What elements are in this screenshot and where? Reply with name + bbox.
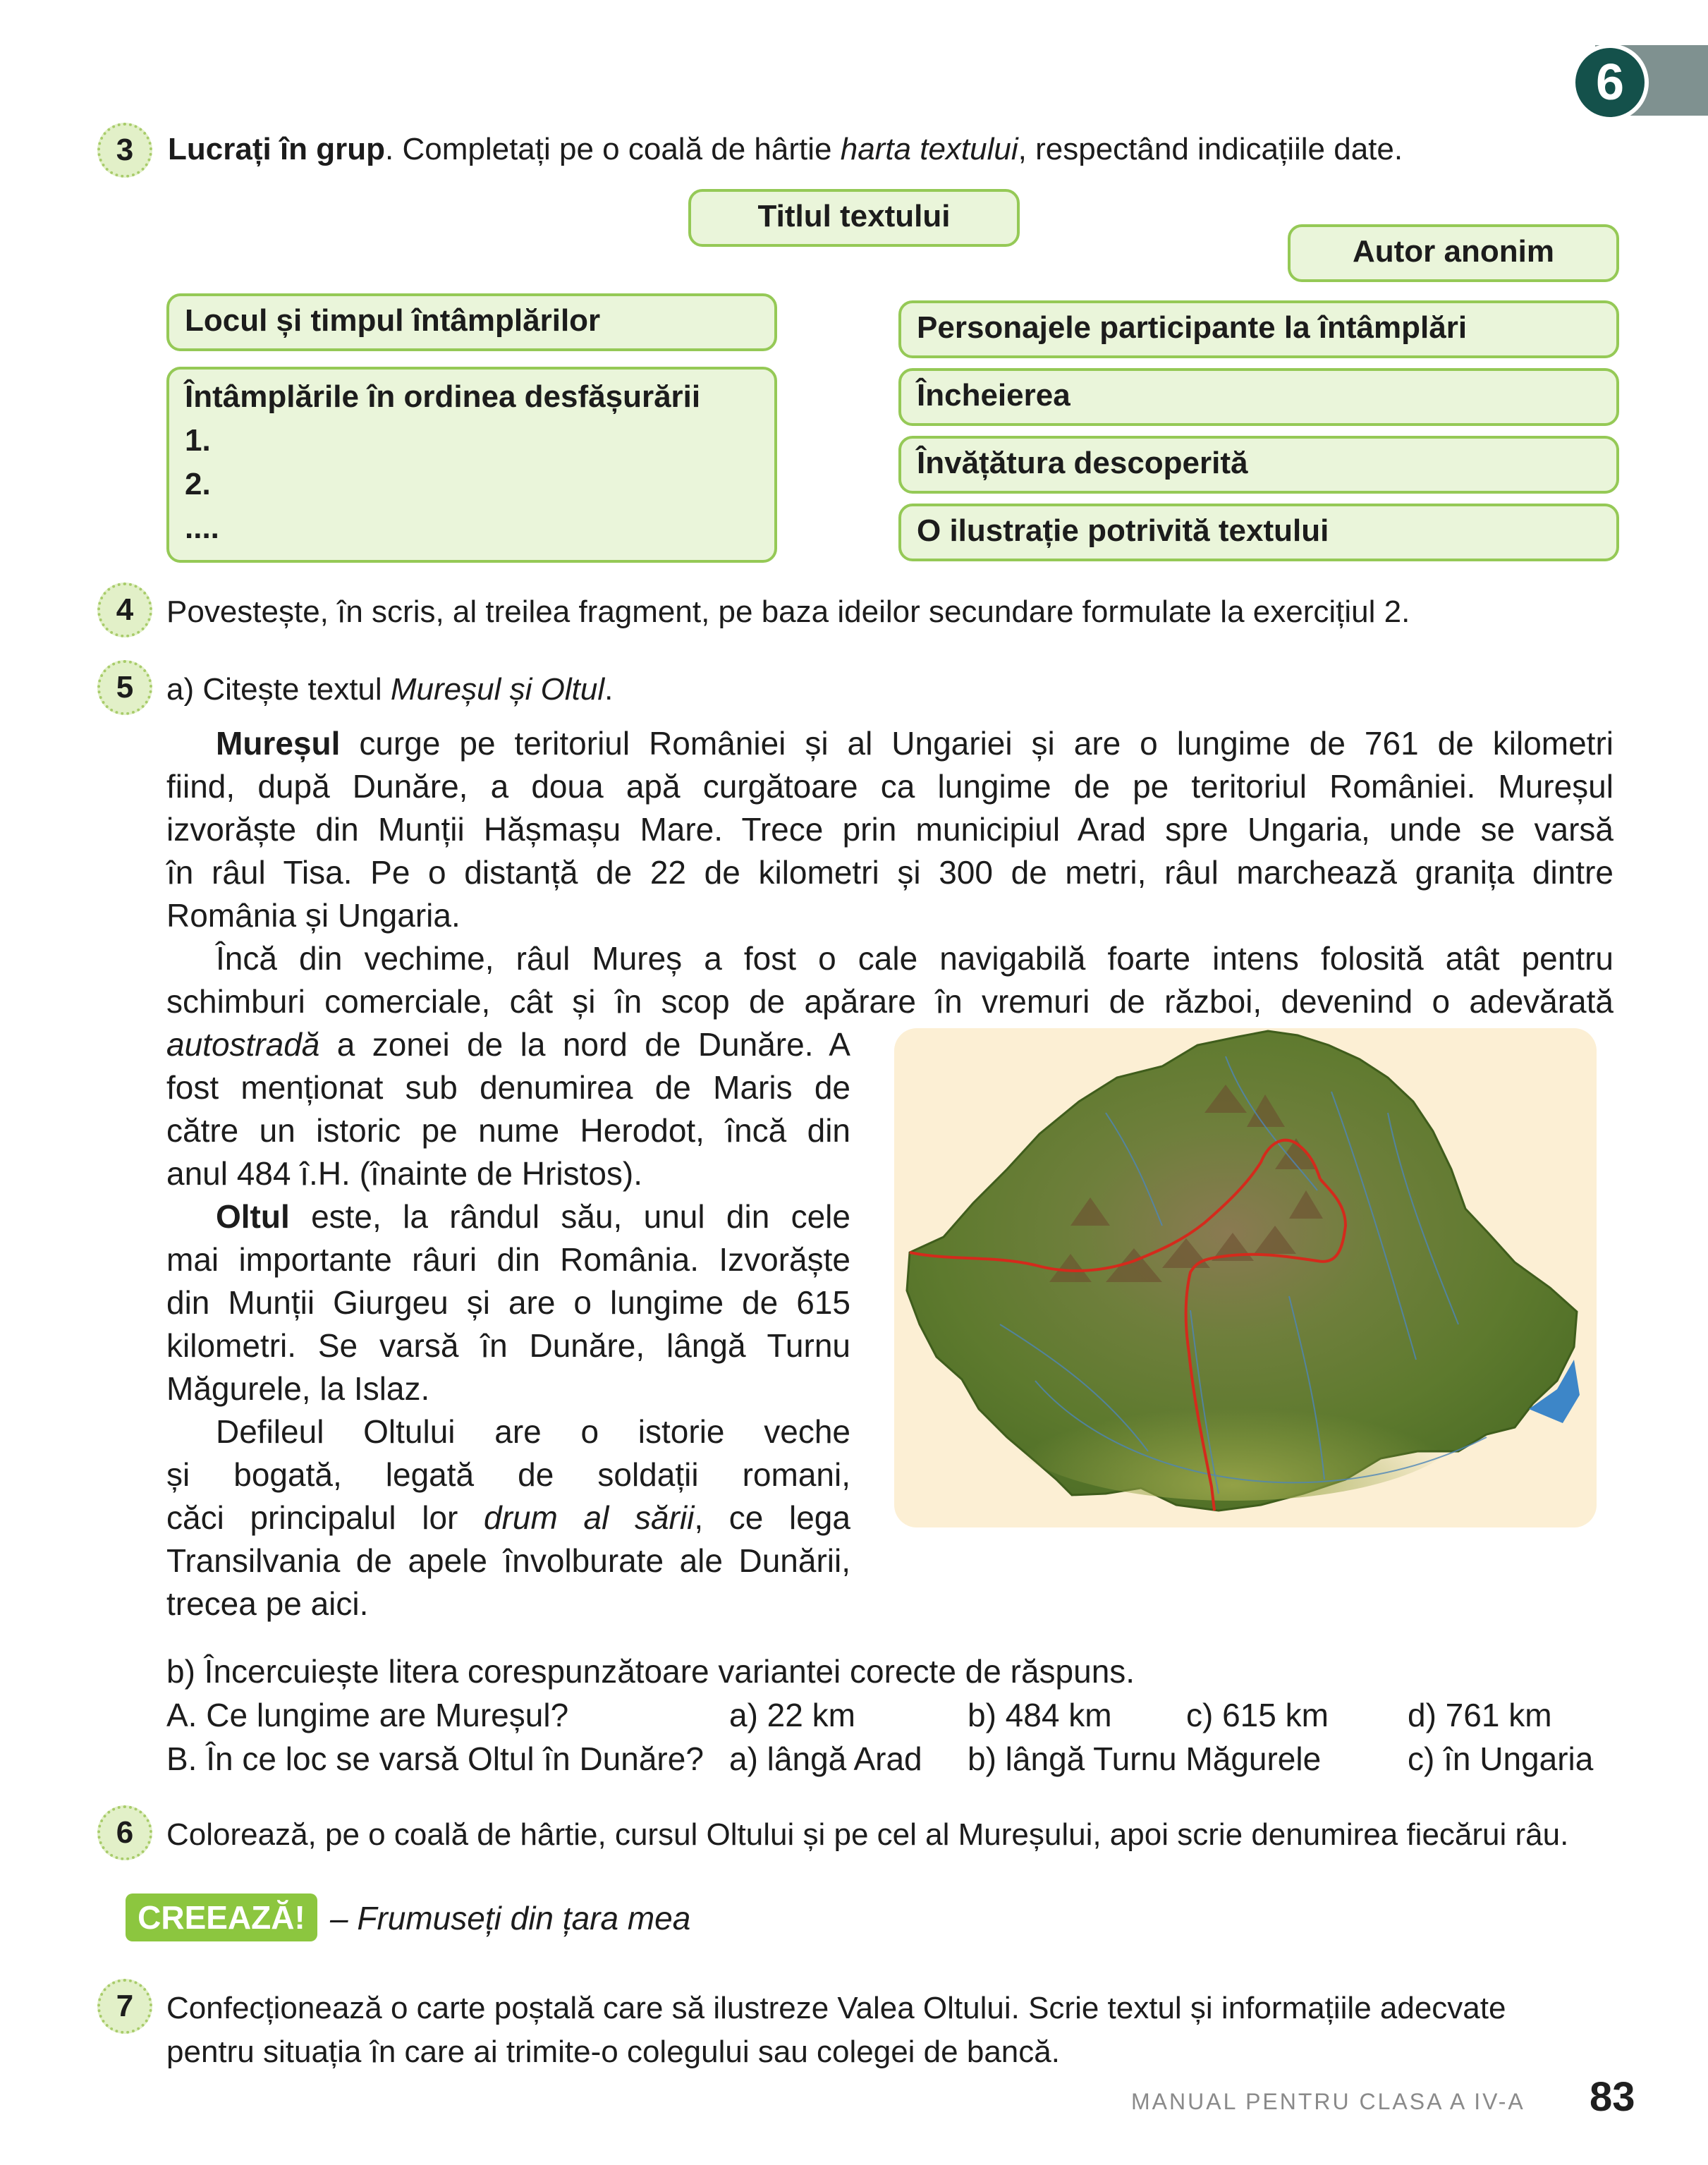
text-line: în râul Tisa. Pe o distanță de 22 de kilometri și 300 de metri, râul marchează granița dintre bbox=[166, 854, 1614, 891]
box-author: Autor anonim bbox=[1288, 224, 1619, 282]
question-a: A. Ce lungime are Mureșul? bbox=[166, 1697, 569, 1733]
exercise-number-4: 4 bbox=[97, 583, 152, 638]
text-line: Mureșul curge pe teritoriul României și al Ungariei și are o lungime de 761 de kilometri bbox=[216, 725, 1614, 762]
exercise-5a-instruction: a) Citește textul Mureșul și Oltul. bbox=[166, 672, 614, 707]
exercise-number-7: 7 bbox=[97, 1979, 152, 2034]
text-line: mai importante râuri din România. Izvorăște bbox=[166, 1241, 850, 1278]
question-a-option[interactable]: b) 484 km bbox=[968, 1697, 1112, 1733]
text-line: anul 484 î.H. (înainte de Hristos). bbox=[166, 1155, 642, 1192]
text-line: kilometri. Se varsă în Dunăre, lângă Turnu bbox=[166, 1327, 850, 1364]
text-line: din Munții Giurgeu și are o lungime de 615 bbox=[166, 1284, 850, 1321]
exercise-6-text: Colorează, pe o coală de hârtie, cursul Oltului și pe cel al Mureșului, apoi scrie denumirea fiecărui râu. bbox=[166, 1817, 1569, 1852]
box-events-item: 2. bbox=[185, 467, 211, 501]
question-a-option[interactable]: a) 22 km bbox=[729, 1697, 855, 1733]
question-a-option[interactable]: d) 761 km bbox=[1408, 1697, 1552, 1733]
box-place-time: Locul și timpul întâmplărilor bbox=[166, 293, 777, 351]
question-a-option[interactable]: c) 615 km bbox=[1186, 1697, 1329, 1733]
exercise-number-5: 5 bbox=[97, 660, 152, 715]
text-line: Defileul Oltului are o istorie veche bbox=[216, 1413, 850, 1450]
box-title: Titlul textului bbox=[688, 189, 1020, 247]
text-line: căci principalul lor drum al sării, ce lega bbox=[166, 1499, 850, 1536]
box-ending: Încheierea bbox=[898, 368, 1619, 426]
question-b-option[interactable]: c) în Ungaria bbox=[1408, 1740, 1594, 1777]
exercise-3-instruction: Lucrați în grup. Completați pe o coală de hârtie harta textului, respectând indicațiile date. bbox=[168, 132, 1403, 166]
question-b-option[interactable]: b) lângă Turnu Măgurele bbox=[968, 1740, 1322, 1777]
exercise-5b-instruction: b) Încercuiește litera corespunzătoare variantei corecte de răspuns. bbox=[166, 1653, 1135, 1690]
romania-map-panel bbox=[894, 1028, 1597, 1527]
question-b-option[interactable]: a) lângă Arad bbox=[729, 1740, 922, 1777]
footer-manual-label: MANUAL PENTRU CLASA A IV-A bbox=[1131, 2089, 1525, 2114]
question-b: B. În ce loc se varsă Oltul în Dunăre? bbox=[166, 1740, 704, 1777]
text-line: trecea pe aici. bbox=[166, 1585, 369, 1622]
box-lesson: Învățătura descoperită bbox=[898, 436, 1619, 494]
text-line: Măgurele, la Islaz. bbox=[166, 1370, 430, 1407]
text-line: către un istoric pe nume Herodot, încă din bbox=[166, 1112, 850, 1149]
exercise-4-text: Povestește, în scris, al treilea fragment, pe baza ideilor secundare formulate la exercițiul 2. bbox=[166, 594, 1410, 629]
text-line: și bogată, legată de soldații romani, bbox=[166, 1456, 850, 1493]
chapter-number: 6 bbox=[1571, 44, 1649, 121]
text-line: schimburi comerciale, cât și în scop de apărare în vremuri de război, devenind o adevărată bbox=[166, 983, 1614, 1020]
text-line: fost menționat sub denumirea de Maris de bbox=[166, 1069, 850, 1106]
page-number: 83 bbox=[1590, 2074, 1635, 2120]
box-events-title: Întâmplările în ordinea desfășurării bbox=[185, 379, 701, 414]
text-line: Oltul este, la rândul său, unul din cele bbox=[216, 1198, 850, 1235]
text-line: fiind, după Dunăre, a doua apă curgătoare ca lungime de pe teritoriul României. Mureșul bbox=[166, 768, 1614, 805]
text-line: Încă din vechime, râul Mureș a fost o cale navigabilă foarte intens folosită atât pentru bbox=[216, 940, 1614, 977]
exercise-7-line-1: Confecționează o carte poștală care să ilustreze Valea Oltului. Scrie textul și informațiile adecvate bbox=[166, 1991, 1506, 2025]
creeaza-badge: CREEAZĂ! bbox=[126, 1893, 317, 1941]
text-line: izvorăște din Munții Hășmașu Mare. Trece prin municipiul Arad spre Ungaria, unde se varsă bbox=[166, 811, 1614, 848]
reading-text-column bbox=[166, 1023, 850, 1626]
romania-relief-map bbox=[894, 1028, 1597, 1527]
text-line: Transilvania de apele învolburate ale Dunării, bbox=[166, 1542, 850, 1579]
exercise-number-6: 6 bbox=[97, 1805, 152, 1860]
exercise-number-3: 3 bbox=[97, 123, 152, 178]
box-events-item: 1. bbox=[185, 423, 211, 458]
reading-text-full bbox=[166, 722, 1614, 1023]
text-line: România și Ungaria. bbox=[166, 897, 460, 934]
box-characters: Personajele participante la întâmplări bbox=[898, 300, 1619, 358]
box-events bbox=[166, 367, 777, 563]
text-line: autostradă a zonei de la nord de Dunăre. A bbox=[166, 1026, 850, 1063]
box-events-item: .... bbox=[185, 511, 219, 545]
box-illustration: O ilustrație potrivită textului bbox=[898, 504, 1619, 561]
exercise-7-line-2: pentru situația în care ai trimite-o colegului sau colegei de bancă. bbox=[166, 2035, 1060, 2069]
creeaza-subtitle: – Frumuseți din țara mea bbox=[330, 1900, 691, 1937]
